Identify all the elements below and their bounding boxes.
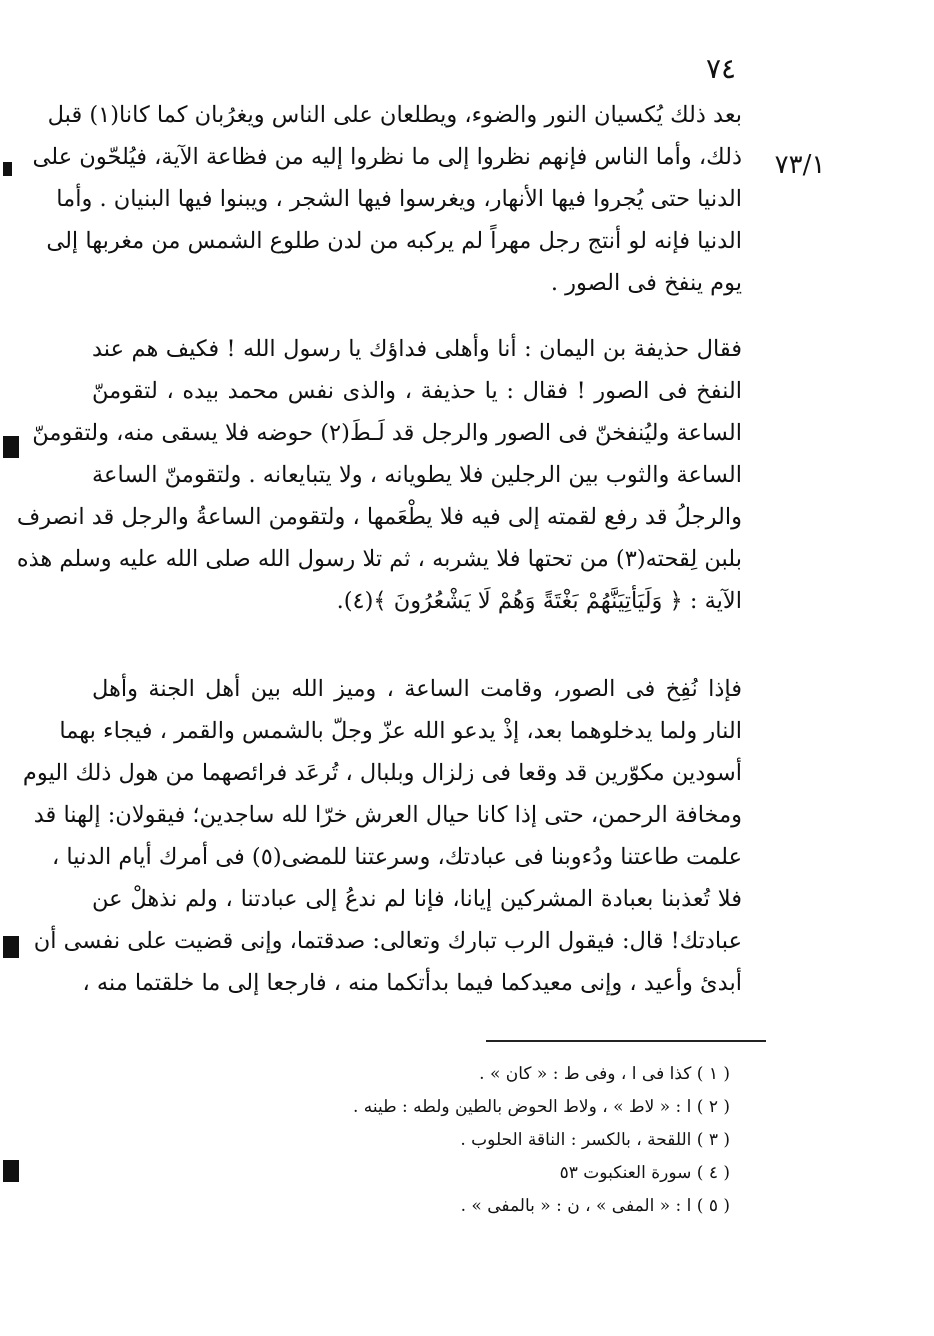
text-line: فلا تُعذبنا بعبادة المشركين إيانا، فإنا لم ندعُ إلى عبادتنا ، ولم نذهلْ عن <box>92 886 742 912</box>
text-line: فإذا نُفِخ فى الصور، وقامت الساعة ، وميز الله بين أهل الجنة وأهل <box>92 676 742 702</box>
paragraph-1 <box>32 94 742 304</box>
text-line: النار ولما يدخلوهما بعد، إذْ يدعو الله عزّ وجلّ بالشمس والقمر ، فيجاء بهما <box>59 718 742 744</box>
footnote: ( ٥ ) ا : « المفى » ، ن : « بالمفى » . <box>460 1196 730 1216</box>
scan-edge-mark <box>3 436 19 458</box>
text-line: بلبن لِقحته(٣) من تحتها فلا يشربه ، ثم تلا رسول الله صلى الله عليه وسلم هذه <box>16 546 742 572</box>
footnote: ( ٤ ) سورة العنكبوت ٥٣ <box>559 1163 730 1183</box>
text-line: علمت طاعتنا ودُءوبنا فى عبادتك، وسرعتنا للمضى(٥) فى أمرك أيام الدنيا ، <box>52 844 742 870</box>
scan-edge-mark <box>3 162 12 176</box>
text-line: بعد ذلك يُكسيان النور والضوء، ويطلعان على الناس ويغرُبان كما كانا(١) قبل <box>47 102 742 128</box>
footnote: ( ٣ ) اللقحة ، بالكسر : الناقة الحلوب . <box>460 1130 730 1150</box>
text-line: والرجلُ قد رفع لقمته إلى فيه فلا يطْعَمها ، ولتقومن الساعةُ والرجل قد انصرف <box>16 504 742 530</box>
text-line: ذلك، وأما الناس فإنهم نظروا إلى ما نظروا إليه من فظاعة الآية، فيُلحّون على <box>32 144 742 170</box>
text-line: الساعة والثوب بين الرجلين فلا يطويانه ، ولا يتبايعانه . ولتقومنّ الساعة <box>91 462 742 488</box>
paragraph-3 <box>22 668 742 1004</box>
text-line: أسودين مكوّرين قد وقعا فى زلزال وبلبال ، تُرعَد فرائصهما من هول ذلك اليوم <box>22 760 742 786</box>
text-line: النفخ فى الصور ! فقال : يا حذيفة ، والذى نفس محمد بيده ، لتقومنّ <box>92 378 742 404</box>
text-line: الدنيا فإنه لو أنتج رجل مهراً لم يركبه من لدن طلوع الشمس من مغربها إلى <box>46 228 742 254</box>
footnotes <box>300 1058 730 1223</box>
text-line: الدنيا حتى يُجروا فيها الأنهار، ويغرسوا فيها الشجر ، ويبنوا فيها البنيان . وأما <box>56 186 742 212</box>
text-line: عبادتك! قال: فيقول الرب تبارك وتعالى: صدقتما، وإنى قضيت على نفسى أن <box>33 928 742 954</box>
footnote-divider <box>486 1040 766 1042</box>
text-line: ومخافة الرحمن، حتى إذا كانا حيال العرش خرّا لله ساجدين؛ فيقولان: إلهنا قد <box>33 802 742 828</box>
paragraph-2 <box>16 328 742 622</box>
footnote: ( ١ ) كذا فى ا ، وفى ط : « كان » . <box>479 1064 730 1084</box>
text-line: فقال حذيفة بن اليمان : أنا وأهلى فداؤك يا رسول الله ! فكيف هم عند <box>92 336 742 362</box>
footnote: ( ٢ ) ا : « لاط » ، ولاط الحوض بالطين ولطه : طينه . <box>352 1097 730 1117</box>
scan-edge-mark <box>3 936 19 958</box>
text-line: يوم ينفخ فى الصور . <box>550 270 742 296</box>
margin-reference: ٧٣/١ <box>774 150 826 180</box>
page-number: ٧٤ <box>706 52 737 85</box>
text-line: الآية : ﴿ وَلَيَأتِيَنَّهُمْ بَغْتَةً وَهُمْ لَا يَشْعُرُونَ ﴾(٤). <box>336 588 742 614</box>
scan-edge-mark <box>3 1160 19 1182</box>
text-line: أبدئ وأعيد ، وإنى معيدكما فيما بدأتكما منه ، فارجعا إلى ما خلقتما منه ، <box>82 970 742 996</box>
text-line: الساعة وليُنفخنّ فى الصور والرجل قد لَـطَ(٢) حوضه فلا يسقى منه، ولتقومنّ <box>32 420 742 446</box>
